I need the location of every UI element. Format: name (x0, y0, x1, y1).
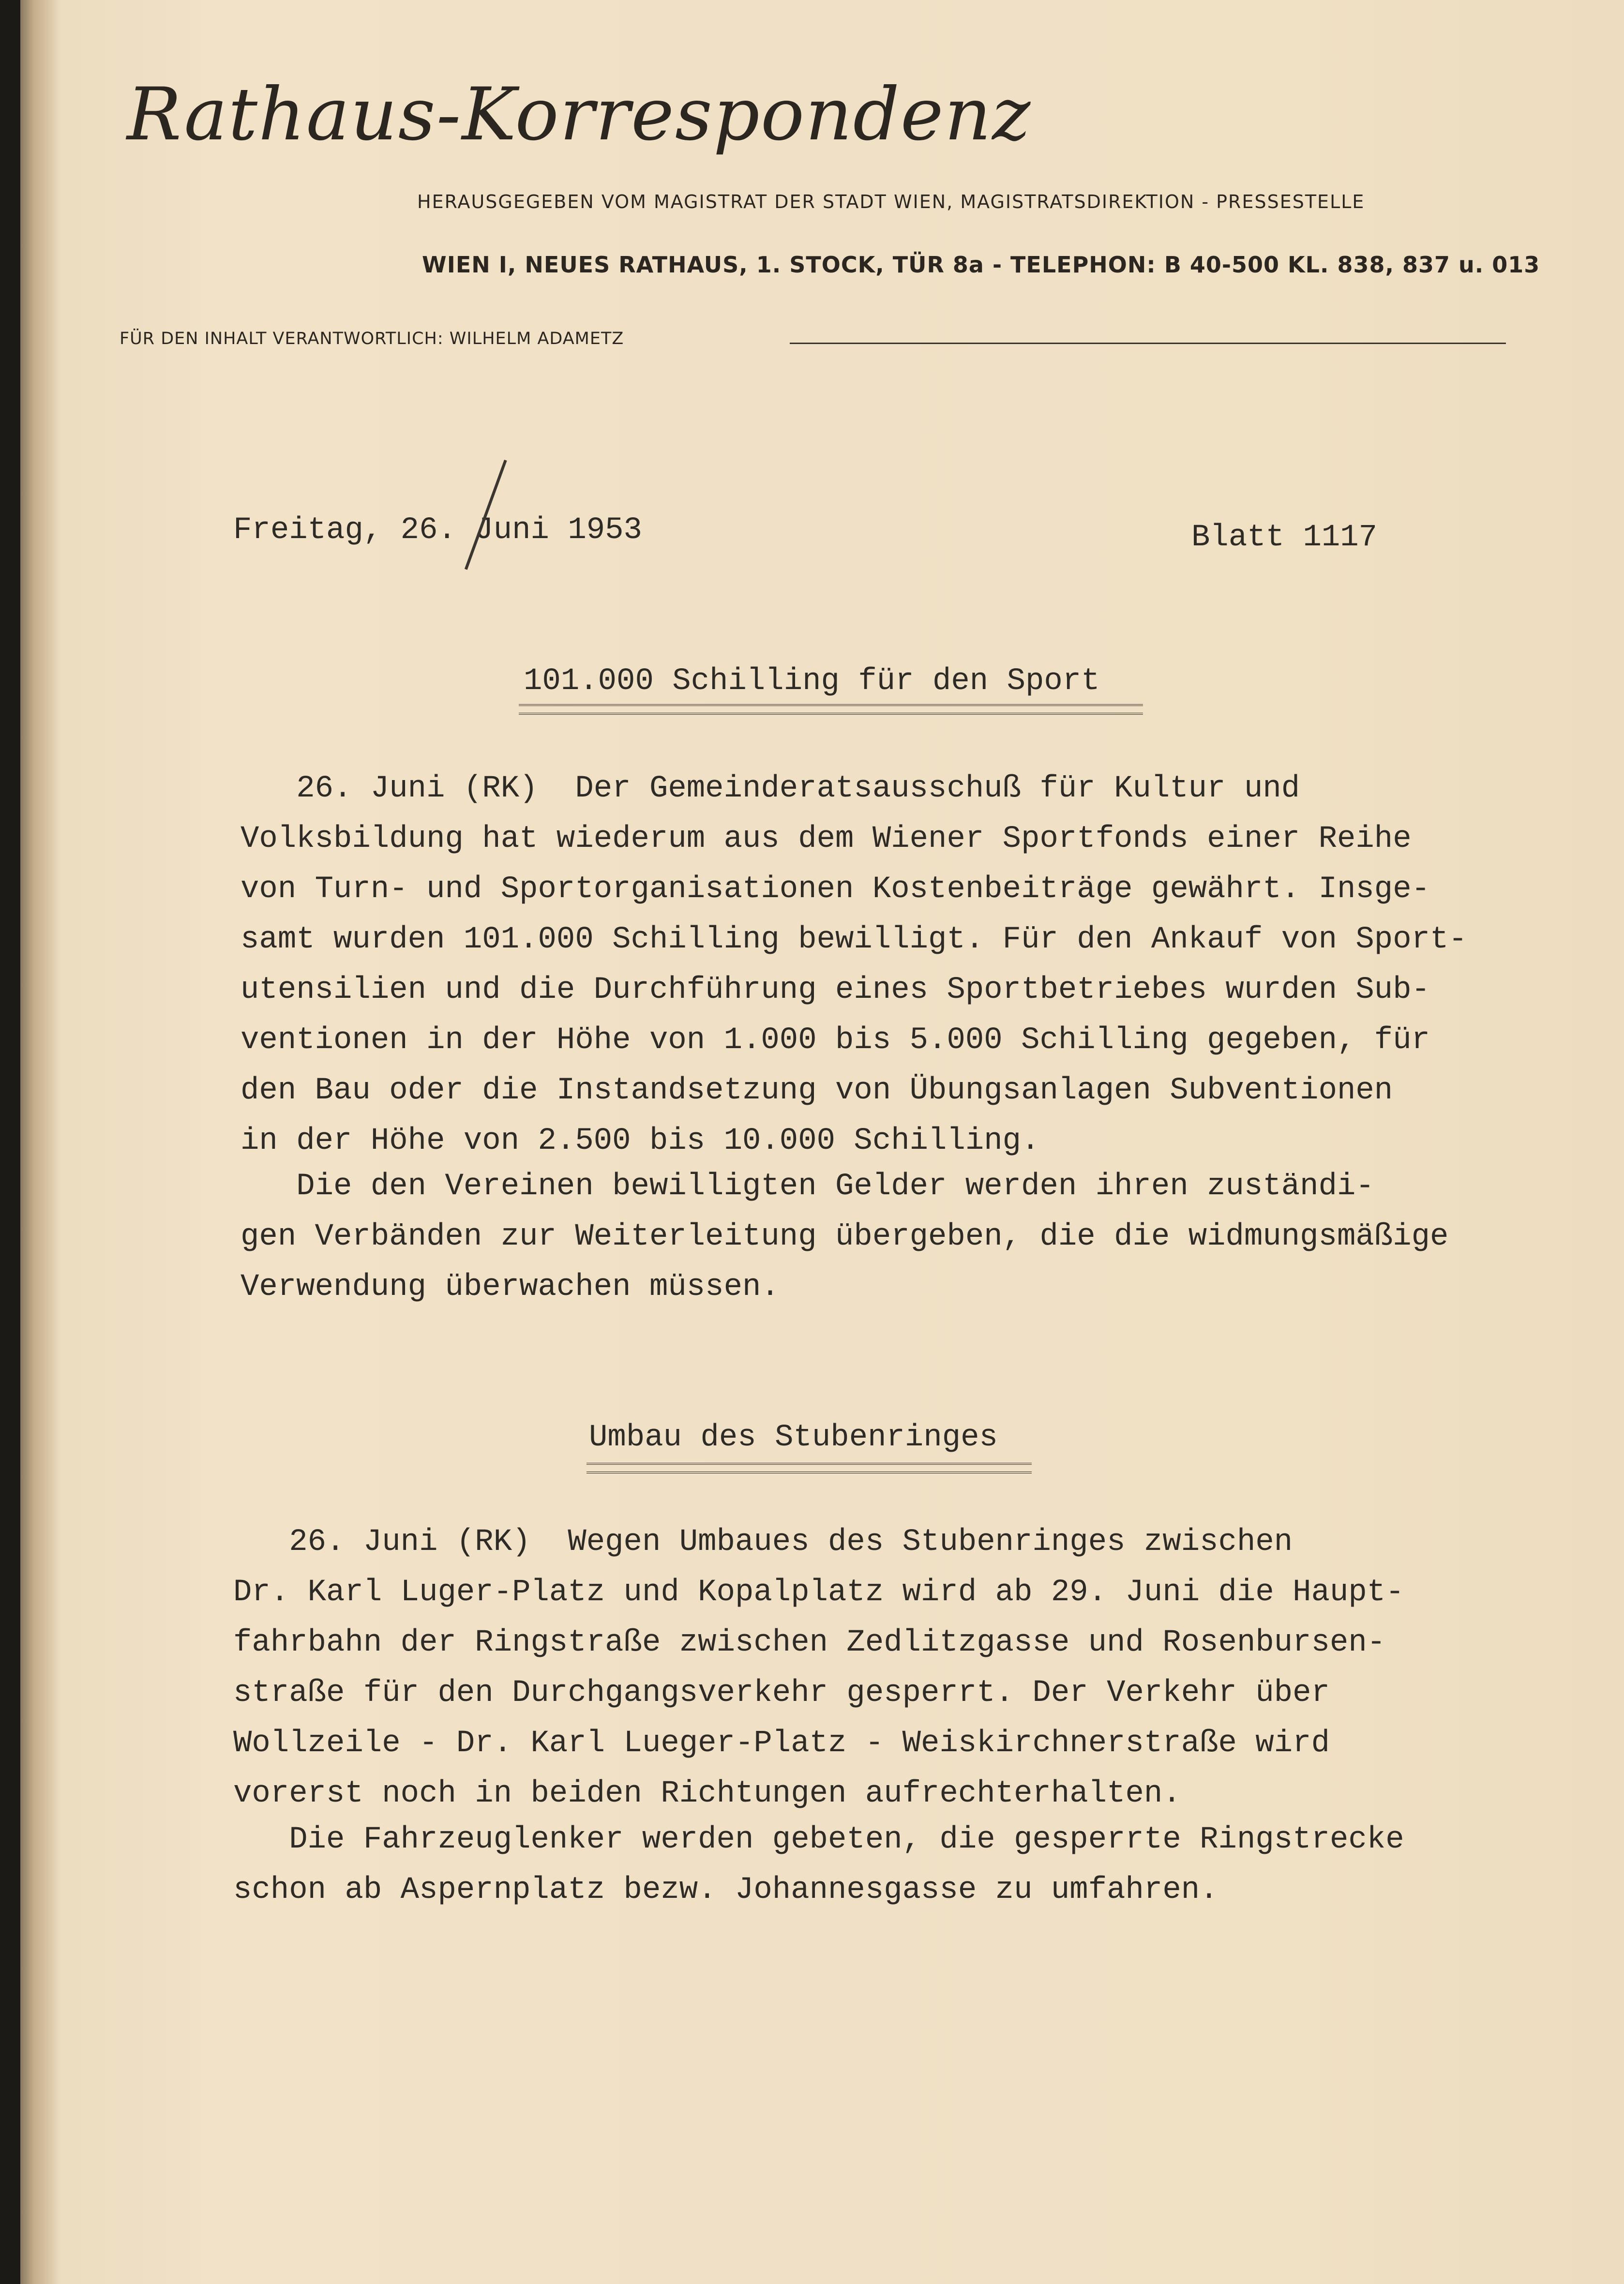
sheet-number: Blatt 1117 (1191, 520, 1378, 555)
article-2-title-underline (586, 1463, 1032, 1473)
article-2-paragraph-1: 26. Juni (RK) Wegen Umbaues des Stubenringes zwischen Dr. Karl Luger-Platz und Kopalplatz wird ab 29. Juni die Haupt- fahrbahn der Ringstraße zwischen Zedlitzgasse und Rosenbursen- straße für den Durchgangsverkehr gesperrt. Der Verkehr über Wollzeile - Dr. Karl Lueger-Platz - Weiskirchnerstraße wird vorerst noch in beiden Richtungen aufrechterhalten. (233, 1525, 1404, 1811)
article-1-paragraph-1: 26. Juni (RK) Der Gemeinderatsausschuß für Kultur und Volksbildung hat wiederum aus dem Wiener Sportfonds einer Reihe von Turn- und Sportorganisationen Kostenbeiträge gewährt. Insge- samt wurden 101.000 Schilling bewilligt. Für den Ankauf von Sport- utensilien und die Durchführung eines Sportbetriebes wurden Sub- ventionen in der Höhe von 1.000 bis 5.000 Schilling gegeben, für den Bau oder die Instandsetzung von Übungsanlagen Subventionen in der Höhe von 2.500 bis 10.000 Schilling. (241, 771, 1467, 1158)
article-1-paragraph-2: Die den Vereinen bewilligten Gelder werden ihren zuständi- gen Verbänden zur Weiterleitung übergeben, die die widmungsmäßige Verwendung überwachen müssen. (241, 1169, 1449, 1305)
article-2-paragraph-2: Die Fahrzeuglenker werden gebeten, die gesperrte Ringstrecke schon ab Aspernplatz bezw. Johannesgasse zu umfahren. (233, 1822, 1404, 1908)
header-rule (790, 343, 1506, 344)
document-page (20, 0, 1624, 2284)
article-1-title: 101.000 Schilling für den Sport (524, 664, 1100, 699)
article-2-title: Umbau des Stubenringes (589, 1420, 998, 1455)
address-line: WIEN I, NEUES RATHAUS, 1. STOCK, TÜR 8a - TELEPHON: B 40-500 KL. 838, 837 u. 013 (422, 252, 1540, 278)
issue-date: Freitag, 26. Juni 1953 (233, 513, 642, 548)
binding-edge (20, 0, 59, 2284)
publisher-line: HERAUSGEGEBEN VOM MAGISTRAT DER STADT WIEN, MAGISTRATSDIREKTION - PRESSESTELLE (417, 191, 1365, 212)
article-1-title-underline (519, 704, 1143, 715)
responsible-editor: FÜR DEN INHALT VERANTWORTLICH: WILHELM ADAMETZ (120, 329, 624, 348)
masthead-title: Rathaus-Korrespondenz (127, 73, 1032, 157)
